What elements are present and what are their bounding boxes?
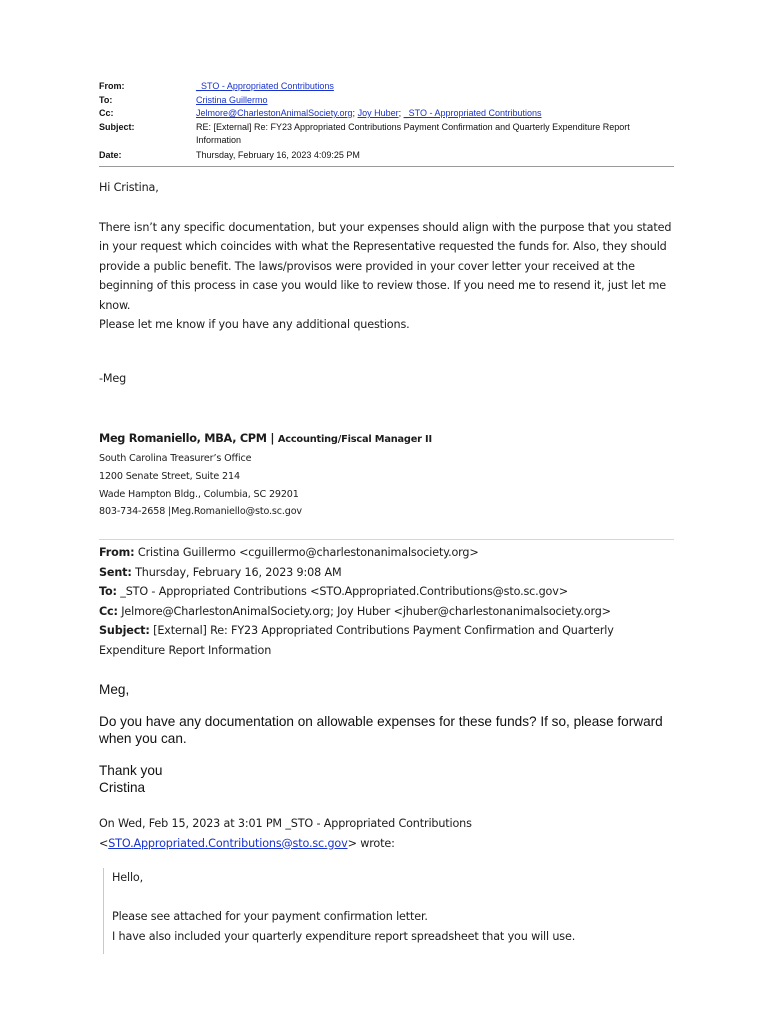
quoted-greeting: Hello, <box>112 871 144 884</box>
cc-separator: ; <box>352 108 358 118</box>
forwarded-from-label: From: <box>99 546 135 559</box>
quoted-line-1: Please see attached for your payment confirmation letter. <box>112 910 428 924</box>
forward-divider <box>99 539 674 540</box>
reply-body <box>99 178 674 335</box>
forwarded-subject-label: Subject: <box>99 624 150 638</box>
header-divider <box>99 166 674 167</box>
header-to-row <box>99 94 674 108</box>
date-value: Thursday, February 16, 2023 4:09:25 PM <box>196 149 360 160</box>
forwarded-to-row <box>99 582 674 602</box>
forwarded-to-value: _STO - Appropriated Contributions <STO.Appropriated.Contributions@sto.sc.gov> <box>116 585 568 599</box>
cristina-closing <box>99 762 674 796</box>
quoted-line-2: I have also included your quarterly expenditure report spreadsheet that you will use. <box>112 929 576 943</box>
signature-separator: | <box>266 432 278 445</box>
forwarded-cc-row <box>99 602 674 622</box>
signature-office: South Carolina Treasurer’s Office <box>99 453 252 464</box>
cc-link-jelmore[interactable]: Jelmore@CharlestonAnimalSociety.org <box>196 108 353 118</box>
forwarded-header <box>99 543 674 661</box>
email-header <box>99 80 674 162</box>
reply-greeting: Hi Cristina, <box>99 181 159 194</box>
cristina-greeting: Meg, <box>99 682 130 697</box>
forwarded-subject-row <box>99 621 674 660</box>
cristina-thanks: Thank you <box>99 763 163 778</box>
cc-link-joy-huber[interactable]: Joy Huber <box>357 108 399 118</box>
subject-label: Subject: <box>99 121 135 132</box>
quote-bar <box>103 868 104 954</box>
from-link[interactable]: _STO - Appropriated Contributions <box>196 81 334 91</box>
cristina-question: Do you have any documentation on allowable expenses for these funds? If so, please forward when you can. <box>99 714 663 746</box>
to-link[interactable]: Cristina Guillermo <box>196 94 268 105</box>
forwarded-to-label: To: <box>99 585 117 599</box>
reply-paragraph: There isn’t any specific documentation, but your expenses should align with the purpose that you stated in your request which coincides with what the Representative requested the funds for. Also, they should provide a public benefit. The laws/provisos were provided in your cover letter your received at the beginning of this process in case you would like to review those. If you need me to resend it, just let me know. <box>99 220 672 312</box>
from-label: From: <box>99 81 125 91</box>
signature-title: Accounting/Fiscal Manager II <box>277 434 432 445</box>
reply-closing-line: Please let me know if you have any additional questions. <box>99 318 410 331</box>
forwarded-subject-value: [External] Re: FY23 Appropriated Contributions Payment Confirmation and Quarterly Expenditure Report Information <box>99 624 614 657</box>
header-cc-row <box>99 107 674 121</box>
forwarded-sent-label: Sent: <box>99 565 132 579</box>
cc-separator: ; <box>398 108 404 118</box>
header-date-row <box>99 149 674 163</box>
signature-name-line <box>99 429 674 450</box>
forwarded-from-value: Cristina Guillermo <cguillermo@charlestonanimalsociety.org> <box>134 546 479 559</box>
cristina-name: Cristina <box>99 780 146 795</box>
header-subject-row <box>99 121 674 148</box>
attribution-prefix: On Wed, Feb 15, 2023 at 3:01 PM _STO - Appropriated Contributions < <box>99 817 472 850</box>
cc-label: Cc: <box>99 108 114 118</box>
subject-value: RE: [External] Re: FY23 Appropriated Contributions Payment Confirmation and Quarterly Expenditure Report Information <box>196 121 630 145</box>
signature-contact: 803-734-2658 |Meg.Romaniello@sto.sc.gov <box>99 506 302 518</box>
reply-sign-off: -Meg <box>99 372 127 385</box>
signature-name: Meg Romaniello, MBA, CPM <box>99 432 267 445</box>
signature-address-2: Wade Hampton Bldg., Columbia, SC 29201 <box>99 488 299 500</box>
to-label: To: <box>99 94 113 105</box>
attribution-email-link[interactable]: STO.Appropriated.Contributions@sto.sc.gov <box>108 836 348 850</box>
email-signature <box>99 429 674 521</box>
quote-attribution <box>99 814 674 853</box>
forwarded-cc-value: Jelmore@CharlestonAnimalSociety.org; Joy Huber <jhuber@charlestonanimalsociety.org> <box>117 604 611 618</box>
forwarded-sent-value: Thursday, February 16, 2023 9:08 AM <box>131 565 342 579</box>
attribution-suffix: > wrote: <box>347 836 395 850</box>
header-from-row <box>99 80 674 94</box>
cc-link-sto[interactable]: _STO - Appropriated Contributions <box>403 108 542 118</box>
forwarded-cc-label: Cc: <box>99 604 118 618</box>
date-label: Date: <box>99 149 122 160</box>
quoted-message <box>112 868 672 946</box>
signature-address-1: 1200 Senate Street, Suite 214 <box>99 470 240 482</box>
forwarded-from-row <box>99 543 674 563</box>
forwarded-sent-row <box>99 563 674 583</box>
